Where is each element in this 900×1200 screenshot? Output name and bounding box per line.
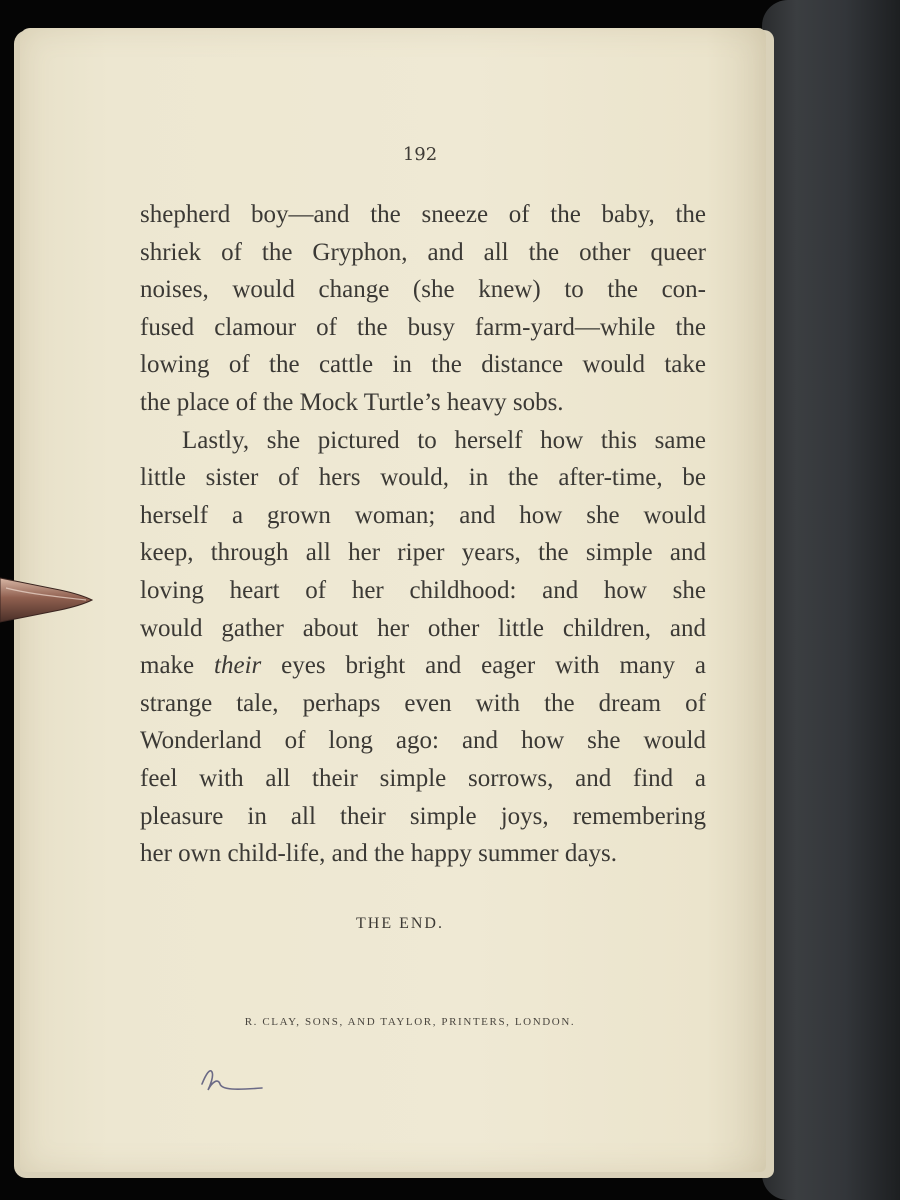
text-line: keep, through all her riper years, the simple and <box>140 539 706 567</box>
text-line: feel with all their simple sorrows, and find a <box>140 764 706 792</box>
text-line: strange tale, perhaps even with the dream of <box>140 689 706 717</box>
text-line: the place of the Mock Turtle’s heavy sobs. <box>140 388 564 416</box>
text-line: loving heart of her childhood: and how she <box>140 576 706 604</box>
pencil-mark <box>196 1060 276 1100</box>
text-line <box>140 647 706 685</box>
text-line: would gather about her other little children, and <box>140 614 706 642</box>
text-line: noises, would change (she knew) to the con- <box>140 276 706 304</box>
text-run: eyes bright and eager with many a <box>261 652 707 680</box>
bookmark-clip-icon <box>0 572 95 628</box>
text-run: make <box>140 652 215 680</box>
text-line: Lastly, she pictured to herself how this same <box>182 426 706 454</box>
body-text <box>140 196 706 873</box>
printer-imprint: R. CLAY, SONS, AND TAYLOR, PRINTERS, LONDON. <box>244 1016 576 1028</box>
text-line: herself a grown woman; and how she would <box>140 501 706 529</box>
text-line: pleasure in all their simple joys, remembering <box>140 802 706 830</box>
text-line: shepherd boy—and the sneeze of the baby, the <box>140 201 706 228</box>
text-line: her own child-life, and the happy summer days. <box>140 840 617 868</box>
text-line: fused clamour of the busy farm-yard—while the <box>140 313 706 341</box>
text-line: lowing of the cattle in the distance would take <box>140 351 706 379</box>
the-end-heading: THE END. <box>356 915 444 932</box>
book-cover <box>762 0 900 1200</box>
italic-word: their <box>214 652 262 680</box>
text-line: shriek of the Gryphon, and all the other queer <box>140 238 706 266</box>
page-number: 192 <box>402 144 438 165</box>
text-line: Wonderland of long ago: and how she would <box>140 727 706 755</box>
text-line: little sister of hers would, in the after-time, be <box>140 464 706 492</box>
